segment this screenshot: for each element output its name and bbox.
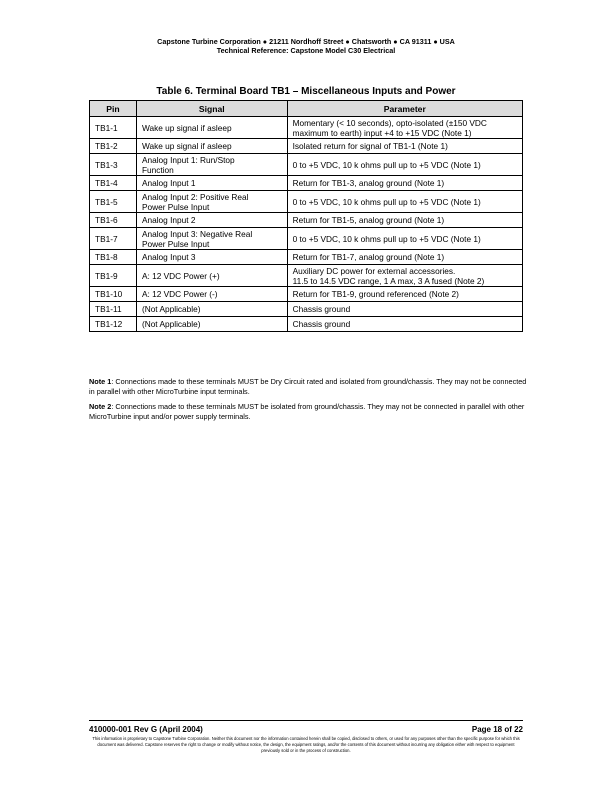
table-row <box>90 117 523 139</box>
signal-cell-line: Analog Input 1 <box>141 178 196 188</box>
table-row <box>90 154 523 176</box>
table-row <box>90 302 523 317</box>
pin-cell: TB1-9 <box>90 265 137 287</box>
signal-cell <box>136 117 287 139</box>
signal-cell <box>136 228 287 250</box>
signal-cell-line: A: 12 VDC Power (-) <box>141 289 218 299</box>
pin-cell: TB1-10 <box>90 287 137 302</box>
table-row <box>90 250 523 265</box>
table-body <box>90 117 523 332</box>
signal-cell-line: Function <box>141 164 174 175</box>
parameter-cell-line: Return for TB1-9, ground referenced (Note 2) <box>292 289 459 299</box>
table-row <box>90 317 523 332</box>
parameter-cell <box>287 139 522 154</box>
signal-cell <box>136 213 287 228</box>
parameter-cell <box>287 265 522 287</box>
parameter-cell <box>287 191 522 213</box>
parameter-cell-line: 0 to +5 VDC, 10 k ohms pull up to +5 VDC (Note 1) <box>292 196 481 207</box>
header-signal: Signal <box>136 101 287 117</box>
parameter-cell <box>287 228 522 250</box>
signal-cell-line: Power Pulse Input <box>141 201 210 212</box>
signal-cell <box>136 317 287 332</box>
signal-cell-line: Analog Input 2 <box>141 215 196 225</box>
parameter-cell-line: Chassis ground <box>292 304 351 314</box>
pin-cell: TB1-7 <box>90 228 137 250</box>
notes-section <box>89 377 529 427</box>
pin-cell: TB1-11 <box>90 302 137 317</box>
parameter-cell <box>287 302 522 317</box>
pin-cell: TB1-5 <box>90 191 137 213</box>
signal-cell-line: Analog Input 3 <box>141 252 196 262</box>
signal-cell <box>136 176 287 191</box>
parameter-cell-line: Momentary (< 10 seconds), opto-isolated (±150 VDC <box>292 117 487 128</box>
parameter-cell <box>287 176 522 191</box>
signal-cell-line: A: 12 VDC Power (+) <box>141 270 220 281</box>
pin-cell: TB1-4 <box>90 176 137 191</box>
table-row <box>90 139 523 154</box>
pin-cell: TB1-1 <box>90 117 137 139</box>
footer-page-number: Page 18 of 22 <box>471 725 523 734</box>
parameter-cell-line: maximum to earth) input +4 to +15 VDC (Note 1) <box>292 127 472 138</box>
pin-cell: TB1-3 <box>90 154 137 176</box>
table-row <box>90 265 523 287</box>
page-header <box>0 37 612 55</box>
parameter-cell <box>287 213 522 228</box>
table-row <box>90 228 523 250</box>
header-reference-line: Technical Reference: Capstone Model C30 Electrical <box>216 46 396 55</box>
table-header-row <box>90 101 523 117</box>
table-row <box>90 191 523 213</box>
terminal-board-table <box>89 100 523 332</box>
signal-cell <box>136 302 287 317</box>
parameter-cell-line: Auxiliary DC power for external accessories. <box>292 265 456 276</box>
note-text: : Connections made to these terminals MUST be Dry Circuit rated and isolated from ground/chassis. They may not be connected in parallel with other MicroTurbine input terminals. <box>89 377 527 396</box>
header-pin: Pin <box>90 101 137 117</box>
signal-cell-line: (Not Applicable) <box>141 304 201 314</box>
parameter-cell <box>287 117 522 139</box>
pin-cell: TB1-2 <box>90 139 137 154</box>
table-row <box>90 176 523 191</box>
parameter-cell <box>287 250 522 265</box>
note-label: Note 1 <box>89 377 112 386</box>
signal-cell-line: Analog Input 2: Positive Real <box>141 191 249 202</box>
table-row <box>90 213 523 228</box>
parameter-cell-line: Isolated return for signal of TB1-1 (Note 1) <box>292 141 448 151</box>
parameter-cell-line: Return for TB1-7, analog ground (Note 1) <box>292 252 445 262</box>
parameter-cell-line: 0 to +5 VDC, 10 k ohms pull up to +5 VDC (Note 1) <box>292 233 481 244</box>
pin-cell: TB1-12 <box>90 317 137 332</box>
signal-cell <box>136 191 287 213</box>
pin-cell: TB1-6 <box>90 213 137 228</box>
parameter-cell-line: 0 to +5 VDC, 10 k ohms pull up to +5 VDC (Note 1) <box>292 159 481 170</box>
signal-cell <box>136 250 287 265</box>
footer-doc-id: 410000-001 Rev G (April 2004) <box>89 725 203 734</box>
parameter-cell <box>287 317 522 332</box>
signal-cell-line: Analog Input 3: Negative Real <box>141 228 253 239</box>
header-company-line: Capstone Turbine Corporation ● 21211 Nordhoff Street ● Chatsworth ● CA 91311 ● USA <box>157 37 455 46</box>
footer-divider <box>89 720 523 721</box>
pin-cell: TB1-8 <box>90 250 137 265</box>
signal-cell <box>136 287 287 302</box>
signal-cell <box>136 139 287 154</box>
signal-cell-line: (Not Applicable) <box>141 319 201 329</box>
signal-cell-line: Wake up signal if asleep <box>141 141 232 151</box>
signal-cell <box>136 154 287 176</box>
footer-disclaimer: This information is proprietary to Capstone Turbine Corporation. Neither this document nor the information contained herein shall be copied, disclosed to others, or used for any purposes other than the specific purpose for which this document was delivered. Capstone reserves the right to change or modify without notice, the design, the equipment ratings, and/or the contents of this document without incurring any obligation either with respect to equipment previously sold or in the process of construction. <box>92 736 520 753</box>
note-1 <box>89 377 529 397</box>
parameter-cell-line: Return for TB1-3, analog ground (Note 1) <box>292 178 445 188</box>
signal-cell-line: Wake up signal if asleep <box>141 122 232 133</box>
parameter-cell-line: Return for TB1-5, analog ground (Note 1) <box>292 215 445 225</box>
table-title: Table 6. Terminal Board TB1 – Miscellaneous Inputs and Power <box>156 86 456 97</box>
note-label: Note 2 <box>89 402 112 411</box>
table-row <box>90 287 523 302</box>
signal-cell <box>136 265 287 287</box>
note-text: : Connections made to these terminals MUST be isolated from ground/chassis. They may not be connected in parallel with other MicroTurbine input and/or power supply terminals. <box>89 402 525 421</box>
parameter-cell <box>287 287 522 302</box>
signal-cell-line: Power Pulse Input <box>141 238 210 249</box>
note-2 <box>89 402 529 422</box>
parameter-cell <box>287 154 522 176</box>
signal-cell-line: Analog Input 1: Run/Stop <box>141 154 235 165</box>
parameter-cell-line: Chassis ground <box>292 319 351 329</box>
parameter-cell-line: 11.5 to 14.5 VDC range, 1 A max, 3 A fused (Note 2) <box>292 275 485 286</box>
header-parameter: Parameter <box>287 101 522 117</box>
